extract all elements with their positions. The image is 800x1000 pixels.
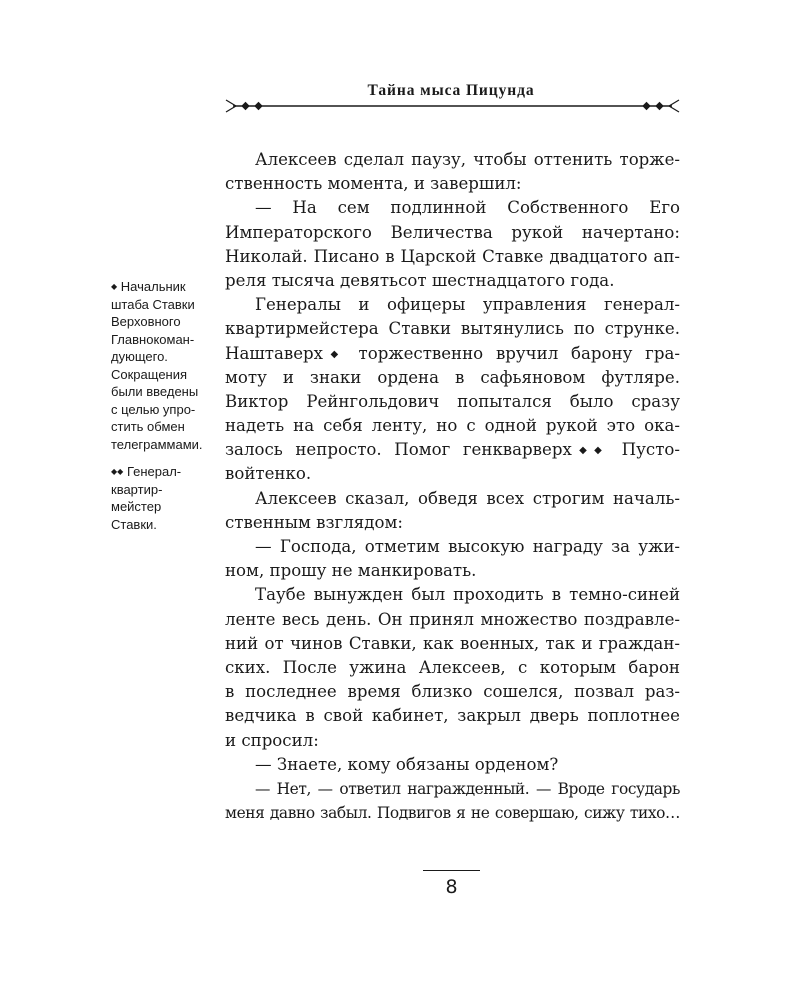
footnote-line: штаба Ставки <box>111 296 195 312</box>
body-line: — Нет, — ответил награжденный. — Вроде государь <box>255 779 680 798</box>
body-line: ний от чинов Ставки, как военных, так и граждан- <box>225 633 680 653</box>
footnote-line: телеграммами. <box>111 436 203 452</box>
body-line: и спросил: <box>225 730 319 750</box>
body-line: войтенко. <box>225 464 312 484</box>
footnote-2 <box>111 463 219 533</box>
body-line: квартирмейстера Ставки вытянулись по струнке. <box>225 319 680 339</box>
footnote-1 <box>111 278 219 453</box>
body-line: ном, прошу не манкировать. <box>225 561 477 581</box>
running-header-title: Тайна мыса Пицунда <box>367 82 535 99</box>
body-line: — Знаете, кому обязаны орденом? <box>255 754 559 774</box>
footnote-marker-icon: ◆ <box>323 348 346 360</box>
diamond-icon: ◆◆ <box>111 467 124 476</box>
footnote-line: Главнокоман- <box>111 331 195 347</box>
body-line: — Господа, отметим высокую награду за ужи- <box>255 537 680 556</box>
footnotes-column <box>111 278 219 543</box>
body-line: меня давно забыл. Подвигов я не совершаю, сижу тихо… <box>225 804 680 823</box>
page-number: 8 <box>445 876 458 898</box>
body-line: Виктор Рейнгольдович попытался было сразу <box>225 391 680 411</box>
body-line: Наштаверх◆ торжественно вручил барону гра- <box>225 343 680 363</box>
footnote-line: квартир- <box>111 481 163 497</box>
body-line: ских. После ужина Алексеев, с которым барон <box>225 657 680 677</box>
body-line: ленте весь день. Он принял множество поздравле- <box>225 609 680 629</box>
footnote-line: Ставки. <box>111 516 157 532</box>
footnote-line: ◆◆ Генерал- <box>111 464 182 479</box>
footnote-line: ◆ Начальник <box>111 279 186 294</box>
ornament-right-icon <box>643 100 679 112</box>
diamond-icon: ◆ <box>111 282 118 291</box>
body-line: Алексеев сказал, обведя всех строгим началь- <box>255 488 680 508</box>
body-line: Николай. Писано в Царской Ставке двадцатого ап- <box>225 246 680 266</box>
body-line: Алексеев сделал паузу, чтобы оттенить торже- <box>255 150 680 169</box>
body-line: Таубе вынужден был проходить в темно-синей <box>255 585 680 605</box>
body-line: реля тысяча девятьсот шестнадцатого года. <box>225 270 615 290</box>
header-ornament-rule <box>225 97 680 115</box>
footnote-line: с целью упро- <box>111 401 196 417</box>
footnote-line: Верховного <box>111 314 181 329</box>
body-line: надеть на себя ленту, но с одной рукой это ока- <box>225 416 680 436</box>
footnote-line: Сокращения <box>111 366 188 382</box>
footnote-line: дующего. <box>111 349 168 364</box>
footnote-line: мейстер <box>111 499 162 514</box>
body-line: — На сем подлинной Собственного Его <box>255 198 680 218</box>
body-line: в последнее время близко сошелся, позвал раз- <box>225 682 680 702</box>
body-line: Императорского Величества рукой начертано: <box>225 222 680 242</box>
body-line: ственным взглядом: <box>225 512 403 532</box>
footnote-marker-icon: ◆◆ <box>571 445 610 457</box>
footnote-line: были введены <box>111 384 199 399</box>
page-number-rule <box>423 870 480 871</box>
body-line: Генералы и офицеры управления генерал- <box>255 295 680 315</box>
footnote-line: стить обмен <box>111 419 185 434</box>
body-line: ведчика в свой кабинет, закрыл дверь поплотнее <box>225 706 680 726</box>
body-line: моту и знаки ордена в сафьяновом футляре. <box>225 367 680 387</box>
body-text <box>225 148 680 825</box>
body-line: ственность момента, и завершил: <box>225 174 522 194</box>
body-line: залось непросто. Помог генкварверх◆◆ Пусто- <box>225 440 680 460</box>
